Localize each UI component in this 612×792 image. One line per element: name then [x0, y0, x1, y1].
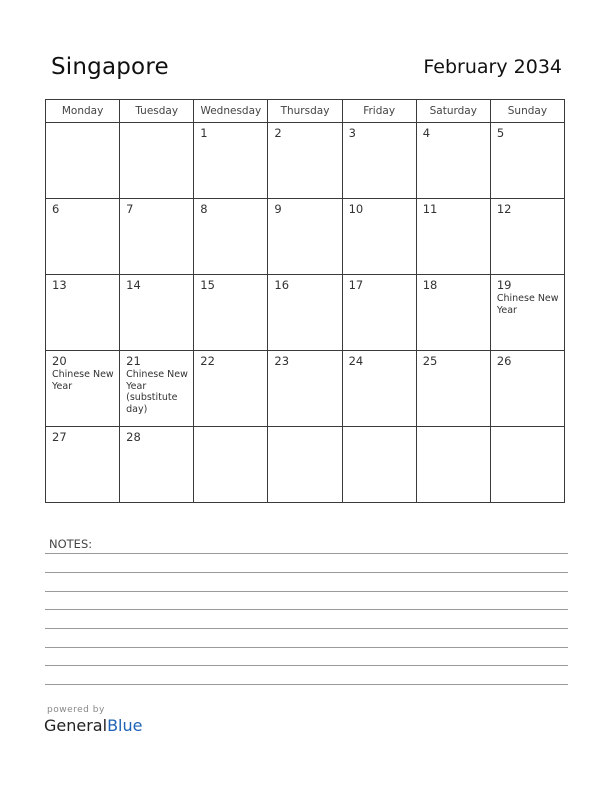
day-number: 22	[200, 354, 215, 368]
week-row	[46, 199, 565, 275]
day-number: 3	[348, 126, 356, 140]
weekday-header: Friday	[342, 100, 416, 123]
day-number: 2	[274, 126, 282, 140]
weekday-header-row	[46, 100, 565, 123]
day-cell	[46, 199, 120, 275]
day-cell	[268, 123, 342, 199]
holiday-label: Chinese New Year (substitute day)	[126, 369, 188, 415]
day-number: 12	[496, 202, 512, 216]
weekday-header: Wednesday	[194, 100, 268, 123]
day-number: 9	[274, 202, 282, 216]
weekday-header: Tuesday	[120, 100, 194, 123]
weekday-header: Sunday	[490, 100, 564, 123]
day-number: 15	[200, 278, 215, 292]
weekday-header: Saturday	[416, 100, 490, 123]
week-row	[46, 427, 565, 503]
day-cell	[120, 123, 194, 199]
day-number: 10	[348, 202, 364, 216]
week-row	[46, 123, 565, 199]
day-cell	[342, 351, 416, 427]
day-number: 11	[422, 202, 438, 216]
day-cell	[268, 275, 342, 351]
day-cell	[194, 123, 268, 199]
day-number: 27	[52, 430, 67, 444]
day-number: 19	[496, 278, 512, 292]
day-cell	[342, 275, 416, 351]
day-number: 4	[422, 126, 431, 140]
day-cell	[194, 199, 268, 275]
notes-line	[45, 591, 568, 592]
day-number: 28	[126, 430, 141, 444]
day-number: 7	[126, 202, 134, 216]
weekday-header: Thursday	[268, 100, 342, 123]
day-number: 14	[126, 278, 141, 292]
notes-line	[45, 684, 568, 685]
day-number: 20	[52, 354, 67, 368]
country-title: Singapore	[51, 54, 169, 80]
day-cell	[120, 427, 194, 503]
brand-blue-text: Blue	[107, 716, 143, 735]
day-cell	[268, 427, 342, 503]
notes-line	[45, 553, 568, 554]
day-cell	[416, 123, 490, 199]
notes-label: NOTES:	[49, 537, 93, 551]
powered-by-text: powered by	[47, 705, 105, 715]
day-cell	[120, 199, 194, 275]
day-number: 24	[348, 354, 364, 368]
day-cell	[46, 351, 120, 427]
day-cell	[490, 199, 564, 275]
notes-line	[45, 665, 568, 666]
day-cell	[416, 427, 490, 503]
day-number: 5	[496, 126, 505, 140]
day-cell	[416, 199, 490, 275]
day-cell	[490, 123, 564, 199]
day-cell	[416, 351, 490, 427]
notes-line	[45, 609, 568, 610]
day-cell	[490, 427, 564, 503]
brand-general-text: General	[44, 716, 108, 735]
generalblue-logo	[44, 716, 142, 735]
day-number: 8	[200, 202, 208, 216]
notes-line	[45, 647, 568, 648]
notes-line	[45, 572, 568, 573]
day-cell	[268, 351, 342, 427]
day-number: 18	[422, 278, 438, 292]
day-cell	[342, 123, 416, 199]
day-cell	[46, 275, 120, 351]
day-cell	[120, 275, 194, 351]
day-cell	[194, 427, 268, 503]
notes-line	[45, 628, 568, 629]
day-cell	[46, 427, 120, 503]
day-cell	[268, 199, 342, 275]
day-cell	[490, 275, 564, 351]
holiday-label: Chinese New Year	[496, 293, 559, 316]
day-cell	[490, 351, 564, 427]
weekday-header: Monday	[46, 100, 120, 123]
holiday-label: Chinese New Year	[52, 369, 114, 392]
day-cell	[342, 199, 416, 275]
calendar-grid	[45, 99, 565, 503]
day-cell	[342, 427, 416, 503]
day-cell	[120, 351, 194, 427]
day-number: 23	[274, 354, 290, 368]
day-number: 21	[126, 354, 141, 368]
day-number: 16	[274, 278, 290, 292]
week-row	[46, 351, 565, 427]
day-number: 6	[52, 202, 60, 216]
day-number: 13	[52, 278, 67, 292]
day-number: 1	[200, 126, 208, 140]
month-year-title: February 2034	[423, 56, 562, 78]
week-row	[46, 275, 565, 351]
day-cell	[416, 275, 490, 351]
day-number: 26	[496, 354, 512, 368]
day-cell	[194, 351, 268, 427]
day-number: 25	[422, 354, 438, 368]
day-cell	[194, 275, 268, 351]
day-cell	[46, 123, 120, 199]
day-number: 17	[348, 278, 364, 292]
